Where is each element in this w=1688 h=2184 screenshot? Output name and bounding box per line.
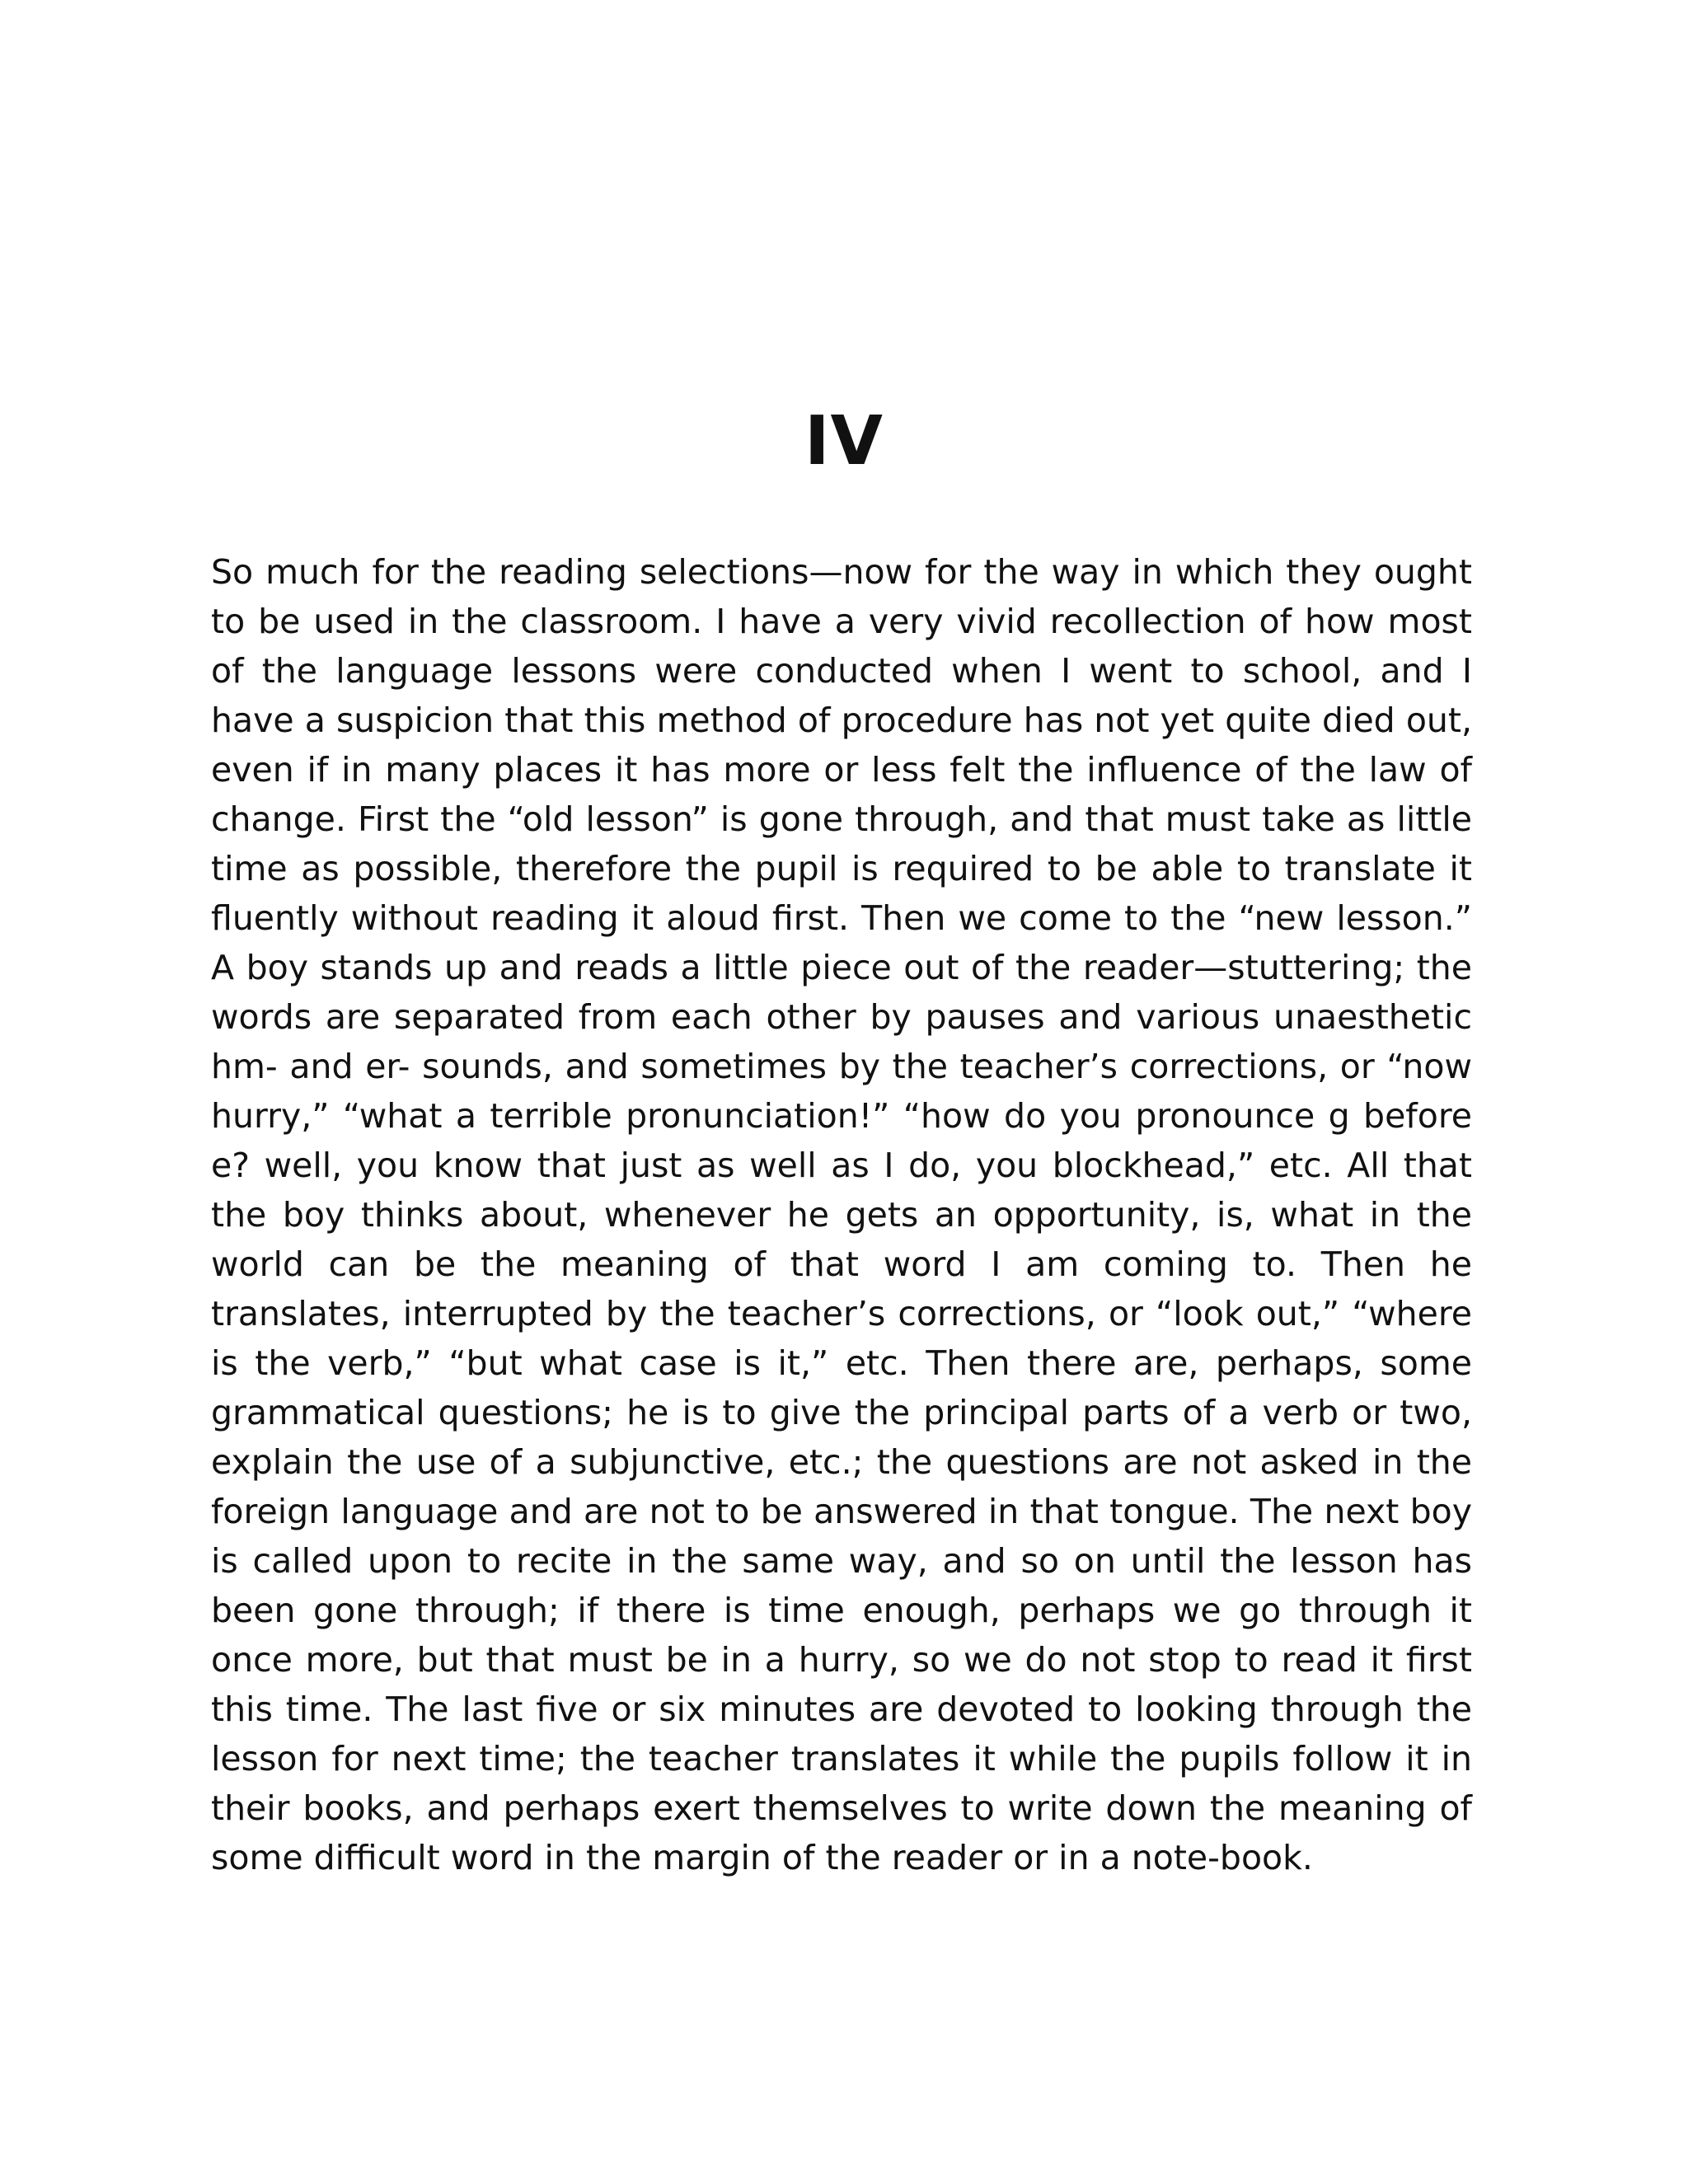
chapter-heading: IV: [804, 402, 884, 480]
body-paragraph: So much for the reading selections—now for the way in which they ought to be used in the classroom. I have a very vivid recollection of how most of the language lessons were conducted when I went to school, and I have a suspicion that this method of procedure has not yet quite died out, even if in many places it has more or less felt the influence of the law of change. First the “old lesson” is gone through, and that must take as little time as possible, therefore the pupil is required to be able to translate it fluently without reading it aloud first. Then we come to the “new lesson.” A boy stands up and reads a little piece out of the reader—stuttering; the words are separated from each other by pauses and various unaesthetic hm- and er- sounds, and sometimes by the teacher’s corrections, or “now hurry,” “what a terrible pronunciation!” “how do you pronounce g before e? well, you know that just as well as I do, you blockhead,” etc. All that the boy thinks about, whenever he gets an opportunity, is, what in the world can be the meaning of that word I am coming to. Then he translates, interrupted by the teacher’s corrections, or “look out,” “where is the verb,” “but what case is it,” etc. Then there are, perhaps, some grammatical questions; he is to give the principal parts of a verb or two, explain the use of a subjunctive, etc.; the questions are not asked in the foreign language and are not to be answered in that tongue. The next boy is called upon to recite in the same way, and so on until the lesson has been gone through; if there is time enough, perhaps we go through it once more, but that must be in a hurry, so we do not stop to read it first this time. The last five or six minutes are devoted to looking through the lesson for next time; the teacher translates it while the pupils follow it in their books, and perhaps exert themselves to write down the meaning of some difficult word in the margin of the reader or in a note-book.: [211, 552, 1472, 1877]
